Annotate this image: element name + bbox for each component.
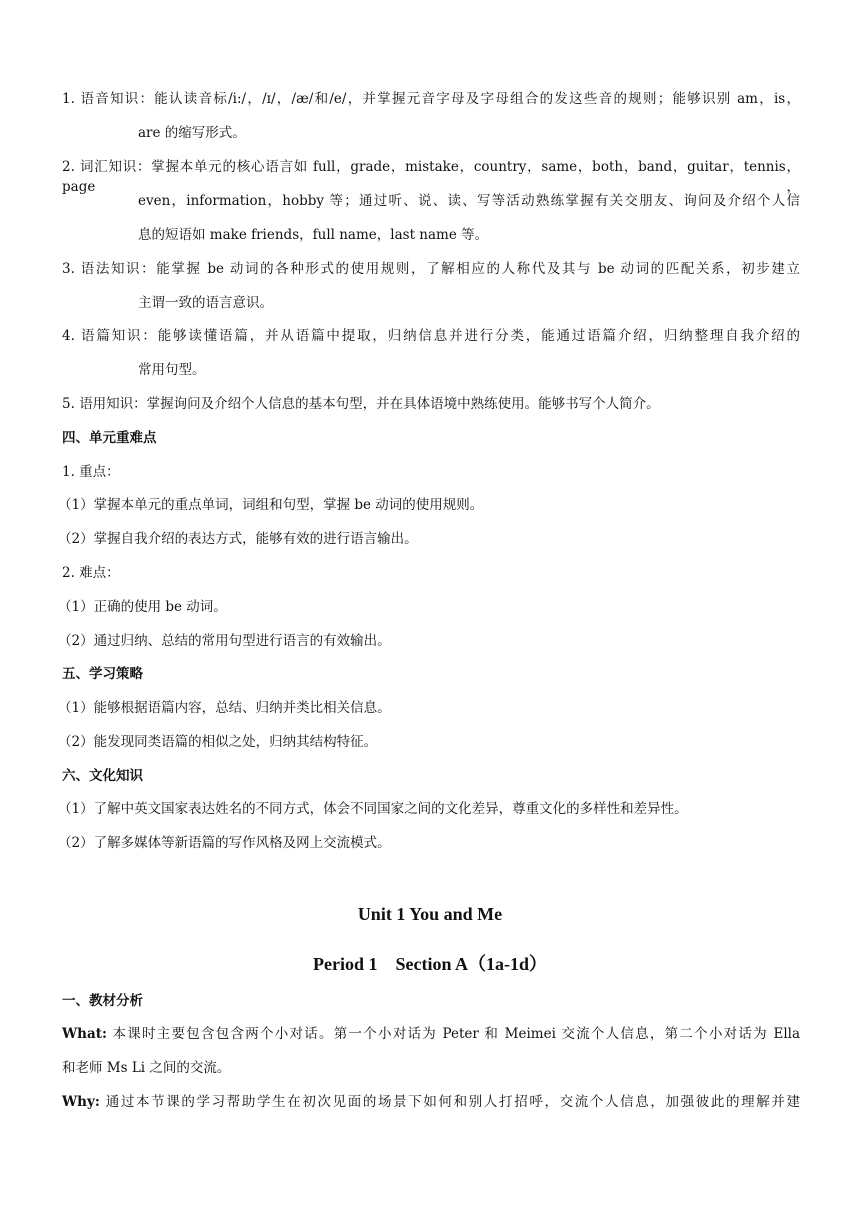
culture-item-1: （1）了解中英文国家表达姓名的不同方式，体会不同国家之间的文化差异，尊重文化的多样性和差异性。 xyxy=(58,801,688,817)
difficult-point-1: （1）正确的使用 be 动词。 xyxy=(58,599,227,615)
section-5-heading: 五、学习策略 xyxy=(62,666,143,682)
what-line-2: 和老师 Ms Li 之间的交流。 xyxy=(62,1060,231,1076)
key-point-2: （2）掌握自我介绍的表达方式，能够有效的进行语言输出。 xyxy=(58,531,418,547)
objective-3-line-2: 主谓一致的语言意识。 xyxy=(138,295,273,311)
why-label: Why: xyxy=(62,1094,100,1110)
objective-4-line-1: 4. 语篇知识：能够读懂语篇，并从语篇中提取，归纳信息并进行分类，能通过语篇介绍，归纳整理自我介绍的 xyxy=(62,328,801,344)
objective-5-line-1: 5. 语用知识：掌握询问及介绍个人信息的基本句型，并在具体语境中熟练使用。能够书写个人简介。 xyxy=(62,396,660,412)
objective-3-line-1: 3. 语法知识：能掌握 be 动词的各种形式的使用规则，了解相应的人称代及其与 be 动词的匹配关系，初步建立 xyxy=(62,261,800,277)
section-6-heading: 六、文化知识 xyxy=(62,768,143,784)
objective-1-line-2: are 的缩写形式。 xyxy=(138,125,246,141)
period-title: Period 1 Section A（1a-1d） xyxy=(313,954,547,974)
objective-4-line-2: 常用句型。 xyxy=(138,362,206,378)
difficult-points-label: 2. 难点： xyxy=(62,565,120,581)
objective-2-line-1: 2. 词汇知识：掌握本单元的核心语言如 full，grade，mistake，country，same，both，band，guitar，tennis，page， xyxy=(62,159,800,195)
objective-2-line-2: even，information，hobby 等；通过听、说、读、写等活动熟练掌握有关交朋友、询问及介绍个人信 xyxy=(138,193,800,209)
key-point-1: （1）掌握本单元的重点单词，词组和句型，掌握 be 动词的使用规则。 xyxy=(58,497,484,513)
key-points-label: 1. 重点： xyxy=(62,464,120,480)
what-line-1: What: 本课时主要包含包含两个小对话。第一个小对话为 Peter 和 Meimei 交流个人信息，第二个小对话为 Ella xyxy=(62,1026,800,1042)
analysis-heading: 一、教材分析 xyxy=(62,993,143,1009)
strategy-item-2: （2）能发现同类语篇的相似之处，归纳其结构特征。 xyxy=(58,734,378,750)
why-line-1: Why: 通过本节课的学习帮助学生在初次见面的场景下如何和别人打招呼，交流个人信息，加强彼此的理解并建 xyxy=(62,1094,800,1110)
objective-2-line-3: 息的短语如 make friends，full name，last name 等。 xyxy=(138,227,489,243)
section-4-heading: 四、单元重难点 xyxy=(62,430,157,446)
strategy-item-1: （1）能够根据语篇内容，总结、归纳并类比相关信息。 xyxy=(58,700,391,716)
what-label: What: xyxy=(62,1026,107,1042)
culture-item-2: （2）了解多媒体等新语篇的写作风格及网上交流模式。 xyxy=(58,835,391,851)
objective-1-line-1: 1. 语音知识：能认读音标/i:/，/ɪ/，/æ/和/e/，并掌握元音字母及字母组合的发这些音的规则；能够识别 am，is， xyxy=(62,91,800,107)
unit-title: Unit 1 You and Me xyxy=(357,904,503,924)
difficult-point-2: （2）通过归纳、总结的常用句型进行语言的有效输出。 xyxy=(58,633,391,649)
